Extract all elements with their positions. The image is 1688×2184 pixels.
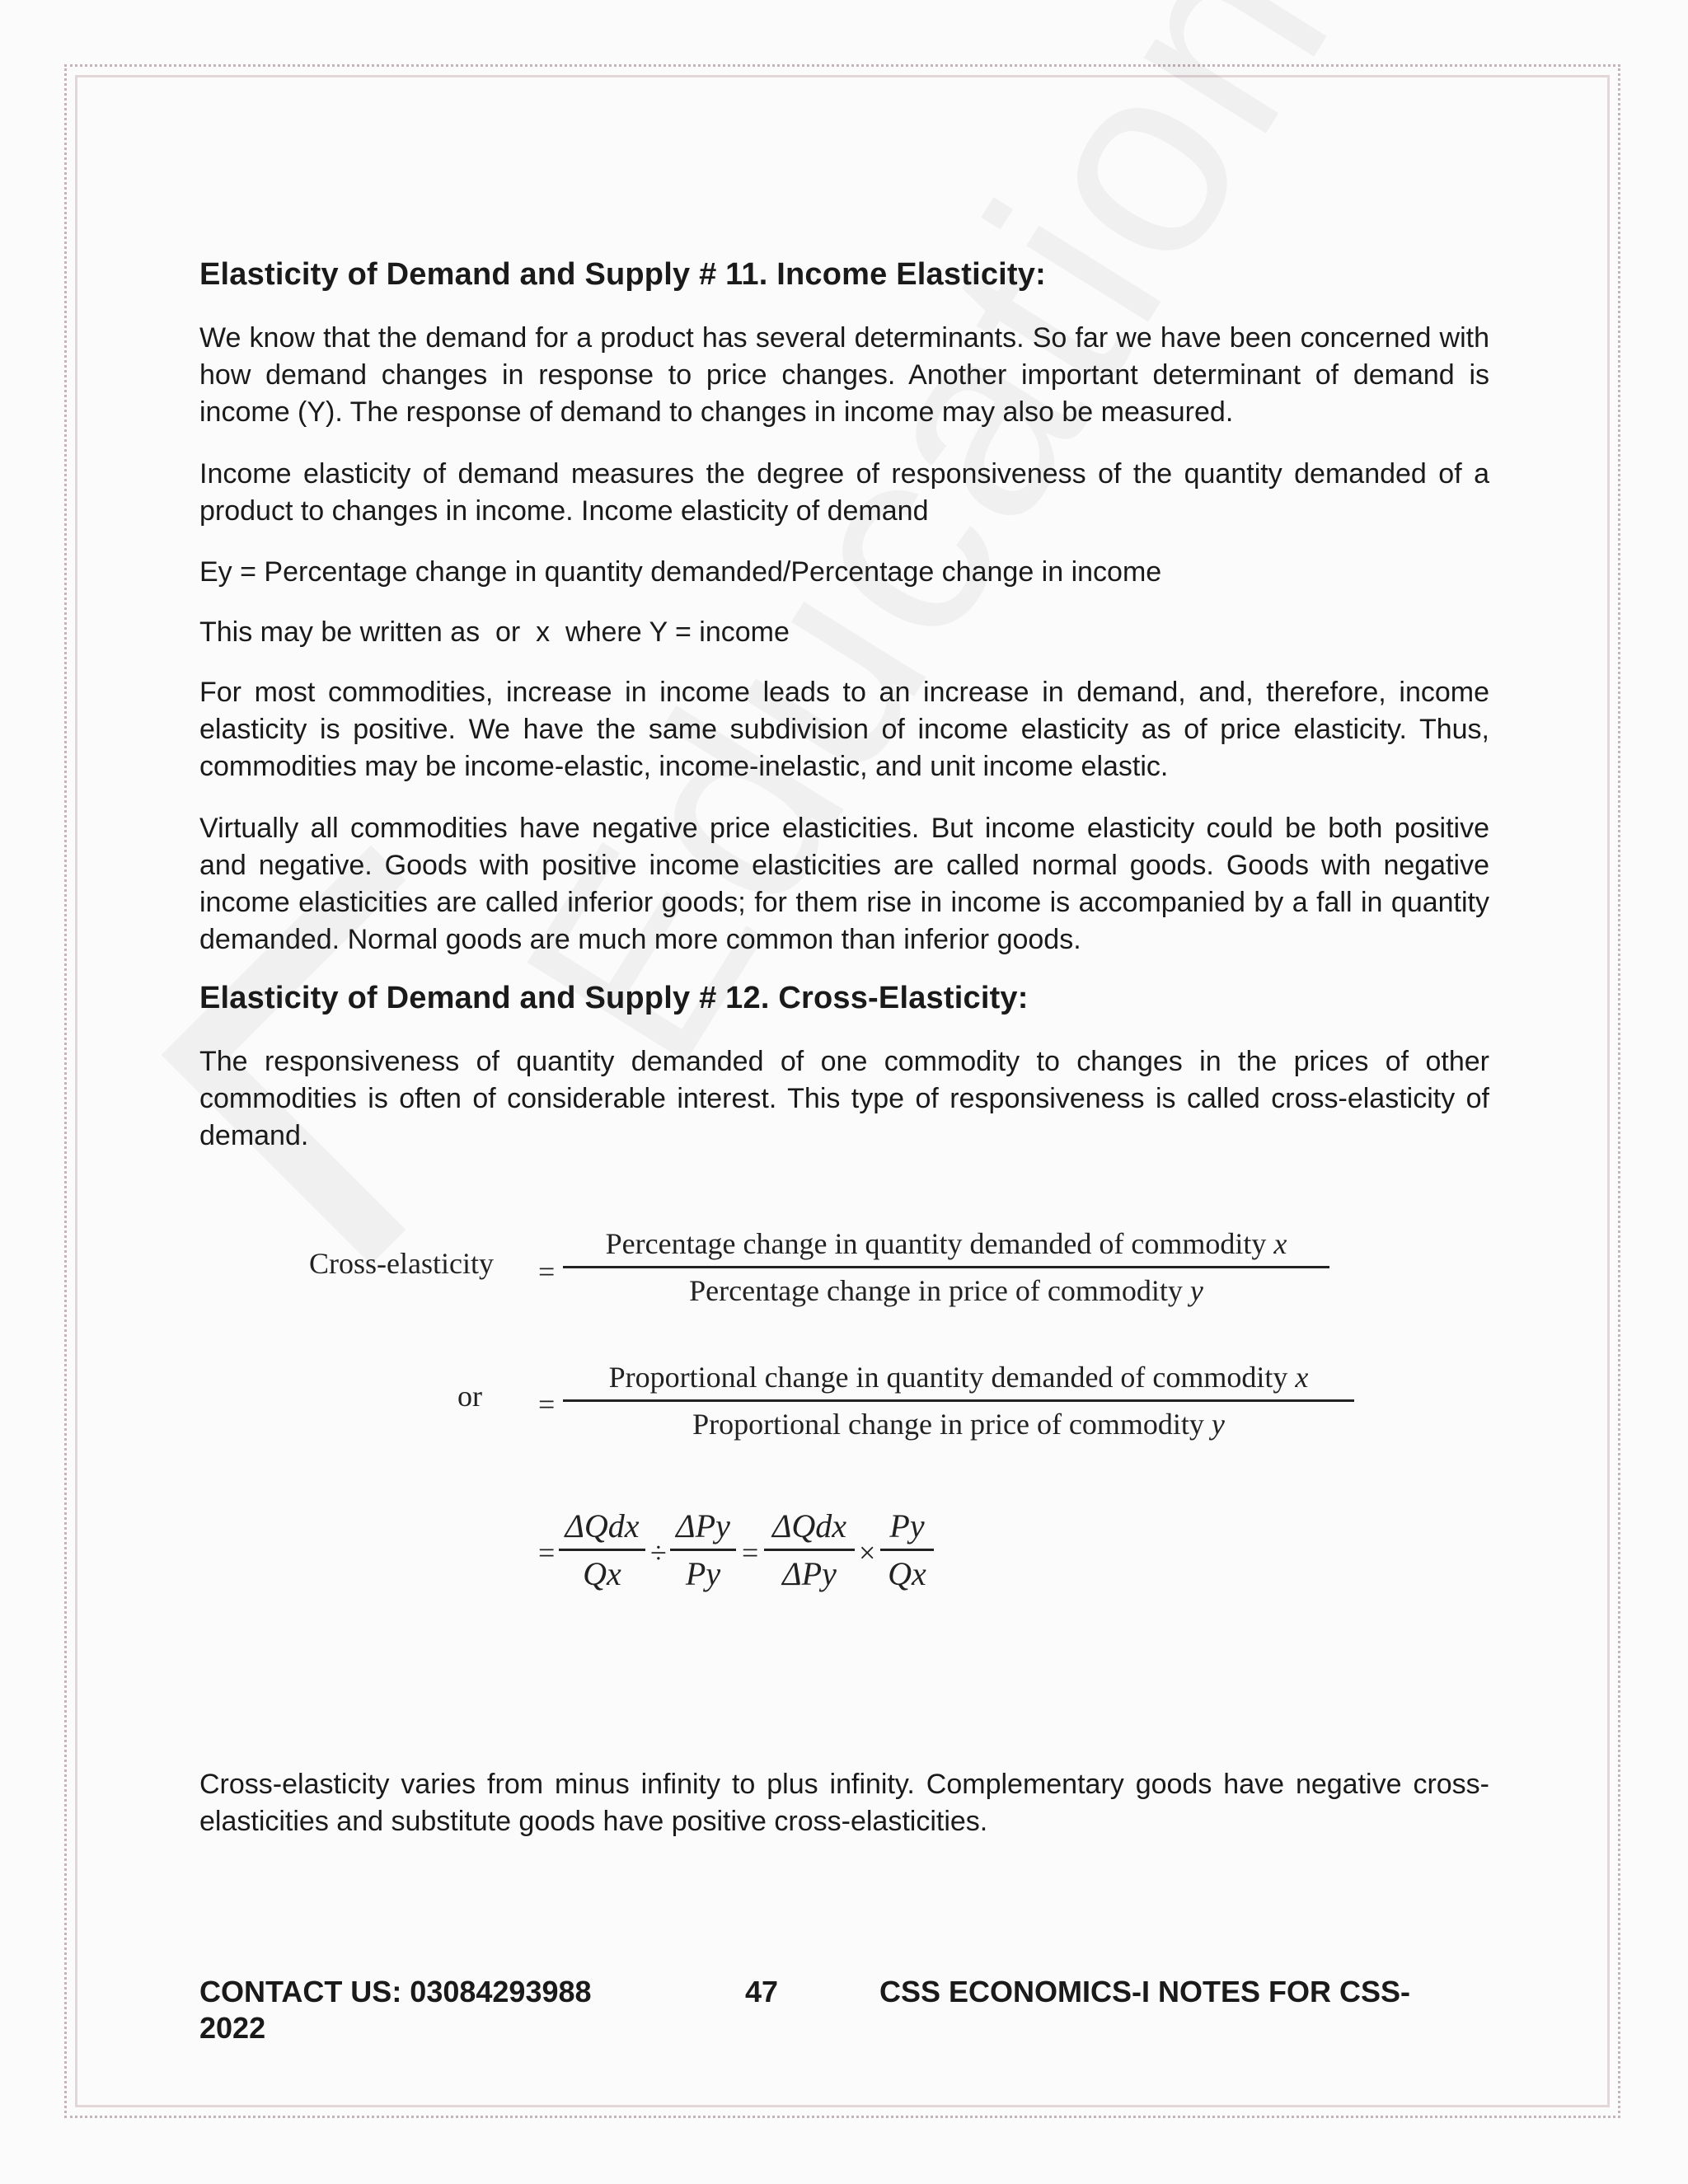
fraction-c: ΔQdx ΔPy bbox=[764, 1507, 855, 1593]
cross-elasticity-formula bbox=[301, 1226, 1364, 1605]
formula-or-label: or bbox=[457, 1380, 482, 1413]
fraction-d: $\frac{Py}{Qx}$ bbox=[880, 1507, 934, 1593]
formula-equals: = bbox=[538, 1536, 556, 1569]
section-heading-cross-elasticity: Elasticity of Demand and Supply # 12. Cross-Elasticity: bbox=[199, 981, 1029, 1015]
paragraph: Cross-elasticity varies from minus infinity to plus infinity. Complementary goods have negative cross-elasticities and substitute goods have positive cross-elasticities. bbox=[199, 1769, 1489, 1837]
formula-equals: = bbox=[538, 1388, 556, 1421]
paragraph: Virtually all commodities have negative price elasticities. But income elasticity could be both positive and negative. Goods with positive income elasticities are called normal goods. Goods with negative income elasticities are called inferior goods; for them rise in income is accompanied by a fall in quantity demanded. Normal goods are much more common than inferior goods. bbox=[199, 813, 1489, 955]
fraction-proportional: Proportional change in quantity demanded of commodity x Proportional change in price of commodity y bbox=[563, 1360, 1354, 1441]
page-number: 47 bbox=[745, 1975, 779, 2008]
formula-equals: = bbox=[538, 1255, 556, 1288]
paragraph: Ey = Percentage change in quantity demanded/Percentage change in income bbox=[199, 556, 1162, 588]
paragraph: The responsiveness of quantity demanded of one commodity to changes in the prices of other commodities is often of considerable interest. This type of responsiveness is called cross-elasticity of demand. bbox=[199, 1046, 1489, 1151]
divide-operator: ÷ bbox=[650, 1536, 667, 1569]
paragraph: We know that the demand for a product has several determinants. So far we have been concerned with how demand changes in response to price changes. Another important determinant of demand is income (Y). The response of demand to changes in income may also be measured. bbox=[199, 322, 1489, 428]
paragraph: For most commodities, increase in income leads to an increase in demand, and, therefore, income elasticity is positive. We have the same subdivision of income elasticity as of price elasticity. Thus, commodities may be income-elastic, income-inelastic, and unit income elastic. bbox=[199, 677, 1489, 782]
paragraph: This may be written as or x where Y = income bbox=[199, 616, 790, 648]
footer-year: 2022 bbox=[199, 2011, 266, 2045]
fraction-b: ΔPy Py bbox=[670, 1507, 736, 1593]
times-operator: × bbox=[859, 1536, 876, 1569]
fraction-a: ΔQdx Qx bbox=[559, 1507, 645, 1593]
section-heading-income-elasticity: Elasticity of Demand and Supply # 11. Income Elasticity: bbox=[199, 257, 1046, 292]
equals-operator: = bbox=[742, 1536, 759, 1569]
footer-title: CSS ECONOMICS-I NOTES FOR CSS- bbox=[879, 1975, 1411, 2008]
paragraph: Income elasticity of demand measures the degree of responsiveness of the quantity demanded of a product to changes in income. Income elasticity of demand bbox=[199, 458, 1489, 527]
footer-contact: CONTACT US: 03084293988 bbox=[199, 1975, 592, 2008]
fraction-percentage: Percentage change in quantity demanded of commodity x Percentage change in price of commodity y bbox=[563, 1226, 1329, 1308]
formula-label: Cross-elasticity bbox=[309, 1247, 494, 1280]
